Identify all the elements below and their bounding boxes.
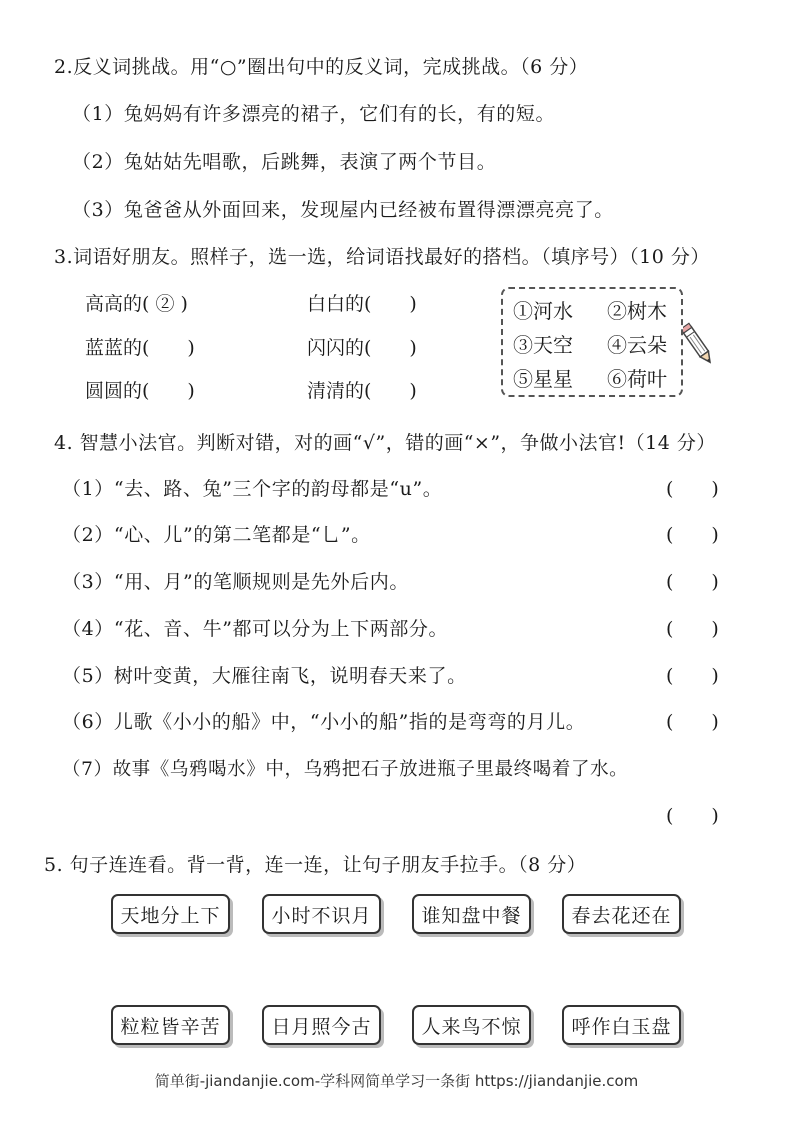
bottom-phrase-1[interactable]: 粒粒皆辛苦 (111, 1005, 230, 1045)
pencil-icon (683, 320, 713, 370)
q3-right-3: 清清的( ) (307, 380, 417, 402)
q3-right-1: 白白的( ) (307, 293, 417, 315)
q4-item-1: （1）“去、路、兔”三个字的韵母都是“u”。 (62, 478, 443, 500)
q4-item-4: （4）“花、音、牛”都可以分为上下两部分。 (62, 618, 449, 640)
q2-title: 2.反义词挑战。用“○”圈出句中的反义词，完成挑战。（6 分） (54, 56, 589, 78)
q4-answer-7[interactable]: ( ) (666, 805, 719, 827)
top-phrase-4[interactable]: 春去花还在 (562, 894, 681, 934)
q4-item-6: （6）儿歌《小小的船》中，“小小的船”指的是弯弯的月儿。 (62, 711, 586, 733)
q3-left-1: 高高的( ② ) (85, 293, 188, 315)
q4-answer-4[interactable]: ( ) (666, 618, 719, 640)
q2-item-2: （2）兔姑姑先唱歌，后跳舞，表演了两个节目。 (72, 151, 497, 173)
options-box (501, 287, 683, 397)
q3-left-2: 蓝蓝的( ) (85, 337, 195, 359)
q5-title: 5. 句子连连看。背一背，连一连，让句子朋友手拉手。（8 分） (44, 854, 587, 876)
q4-item-5: （5）树叶变黄，大雁往南飞，说明春天来了。 (62, 665, 467, 687)
option-6: ⑥荷叶 (607, 367, 667, 391)
q4-answer-1[interactable]: ( ) (666, 478, 719, 500)
option-2: ②树木 (607, 299, 667, 323)
option-4: ④云朵 (607, 333, 667, 357)
footer-watermark: 简单街-jiandanjie.com-学科网简单学习一条街 https://jiandanjie.com (154, 1072, 639, 1090)
q4-title: 4. 智慧小法官。判断对错，对的画“√”，错的画“×”，争做小法官!（14 分） (54, 432, 716, 454)
option-3: ③天空 (513, 333, 573, 357)
option-1: ①河水 (513, 299, 573, 323)
top-phrase-2[interactable]: 小时不识月 (262, 894, 381, 934)
q4-item-2: （2）“心、儿”的第二笔都是“乚”。 (62, 524, 371, 546)
q4-item-3: （3）“用、月”的笔顺规则是先外后内。 (62, 571, 409, 593)
bottom-phrase-3[interactable]: 人来鸟不惊 (412, 1005, 531, 1045)
q4-item-7: （7）故事《乌鸦喝水》中，乌鸦把石子放进瓶子里最终喝着了水。 (62, 759, 629, 780)
q3-title: 3.词语好朋友。照样子，选一选，给词语找最好的搭档。（填序号）（10 分） (54, 246, 710, 268)
q4-answer-3[interactable]: ( ) (666, 571, 719, 593)
q3-left-3: 圆圆的( ) (85, 380, 195, 402)
bottom-phrase-4[interactable]: 呼作白玉盘 (562, 1005, 681, 1045)
q4-answer-6[interactable]: ( ) (666, 711, 719, 733)
bottom-phrase-2[interactable]: 日月照今古 (262, 1005, 381, 1045)
option-5: ⑤星星 (513, 367, 573, 391)
q4-answer-5[interactable]: ( ) (666, 665, 719, 687)
top-phrase-3[interactable]: 谁知盘中餐 (412, 894, 531, 934)
top-phrase-1[interactable]: 天地分上下 (111, 894, 230, 934)
q2-item-3: （3）兔爸爸从外面回来，发现屋内已经被布置得漂漂亮亮了。 (72, 199, 614, 221)
q4-answer-2[interactable]: ( ) (666, 524, 719, 546)
q3-right-2: 闪闪的( ) (307, 337, 417, 359)
q2-item-1: （1）兔妈妈有许多漂亮的裙子，它们有的长，有的短。 (72, 103, 556, 125)
